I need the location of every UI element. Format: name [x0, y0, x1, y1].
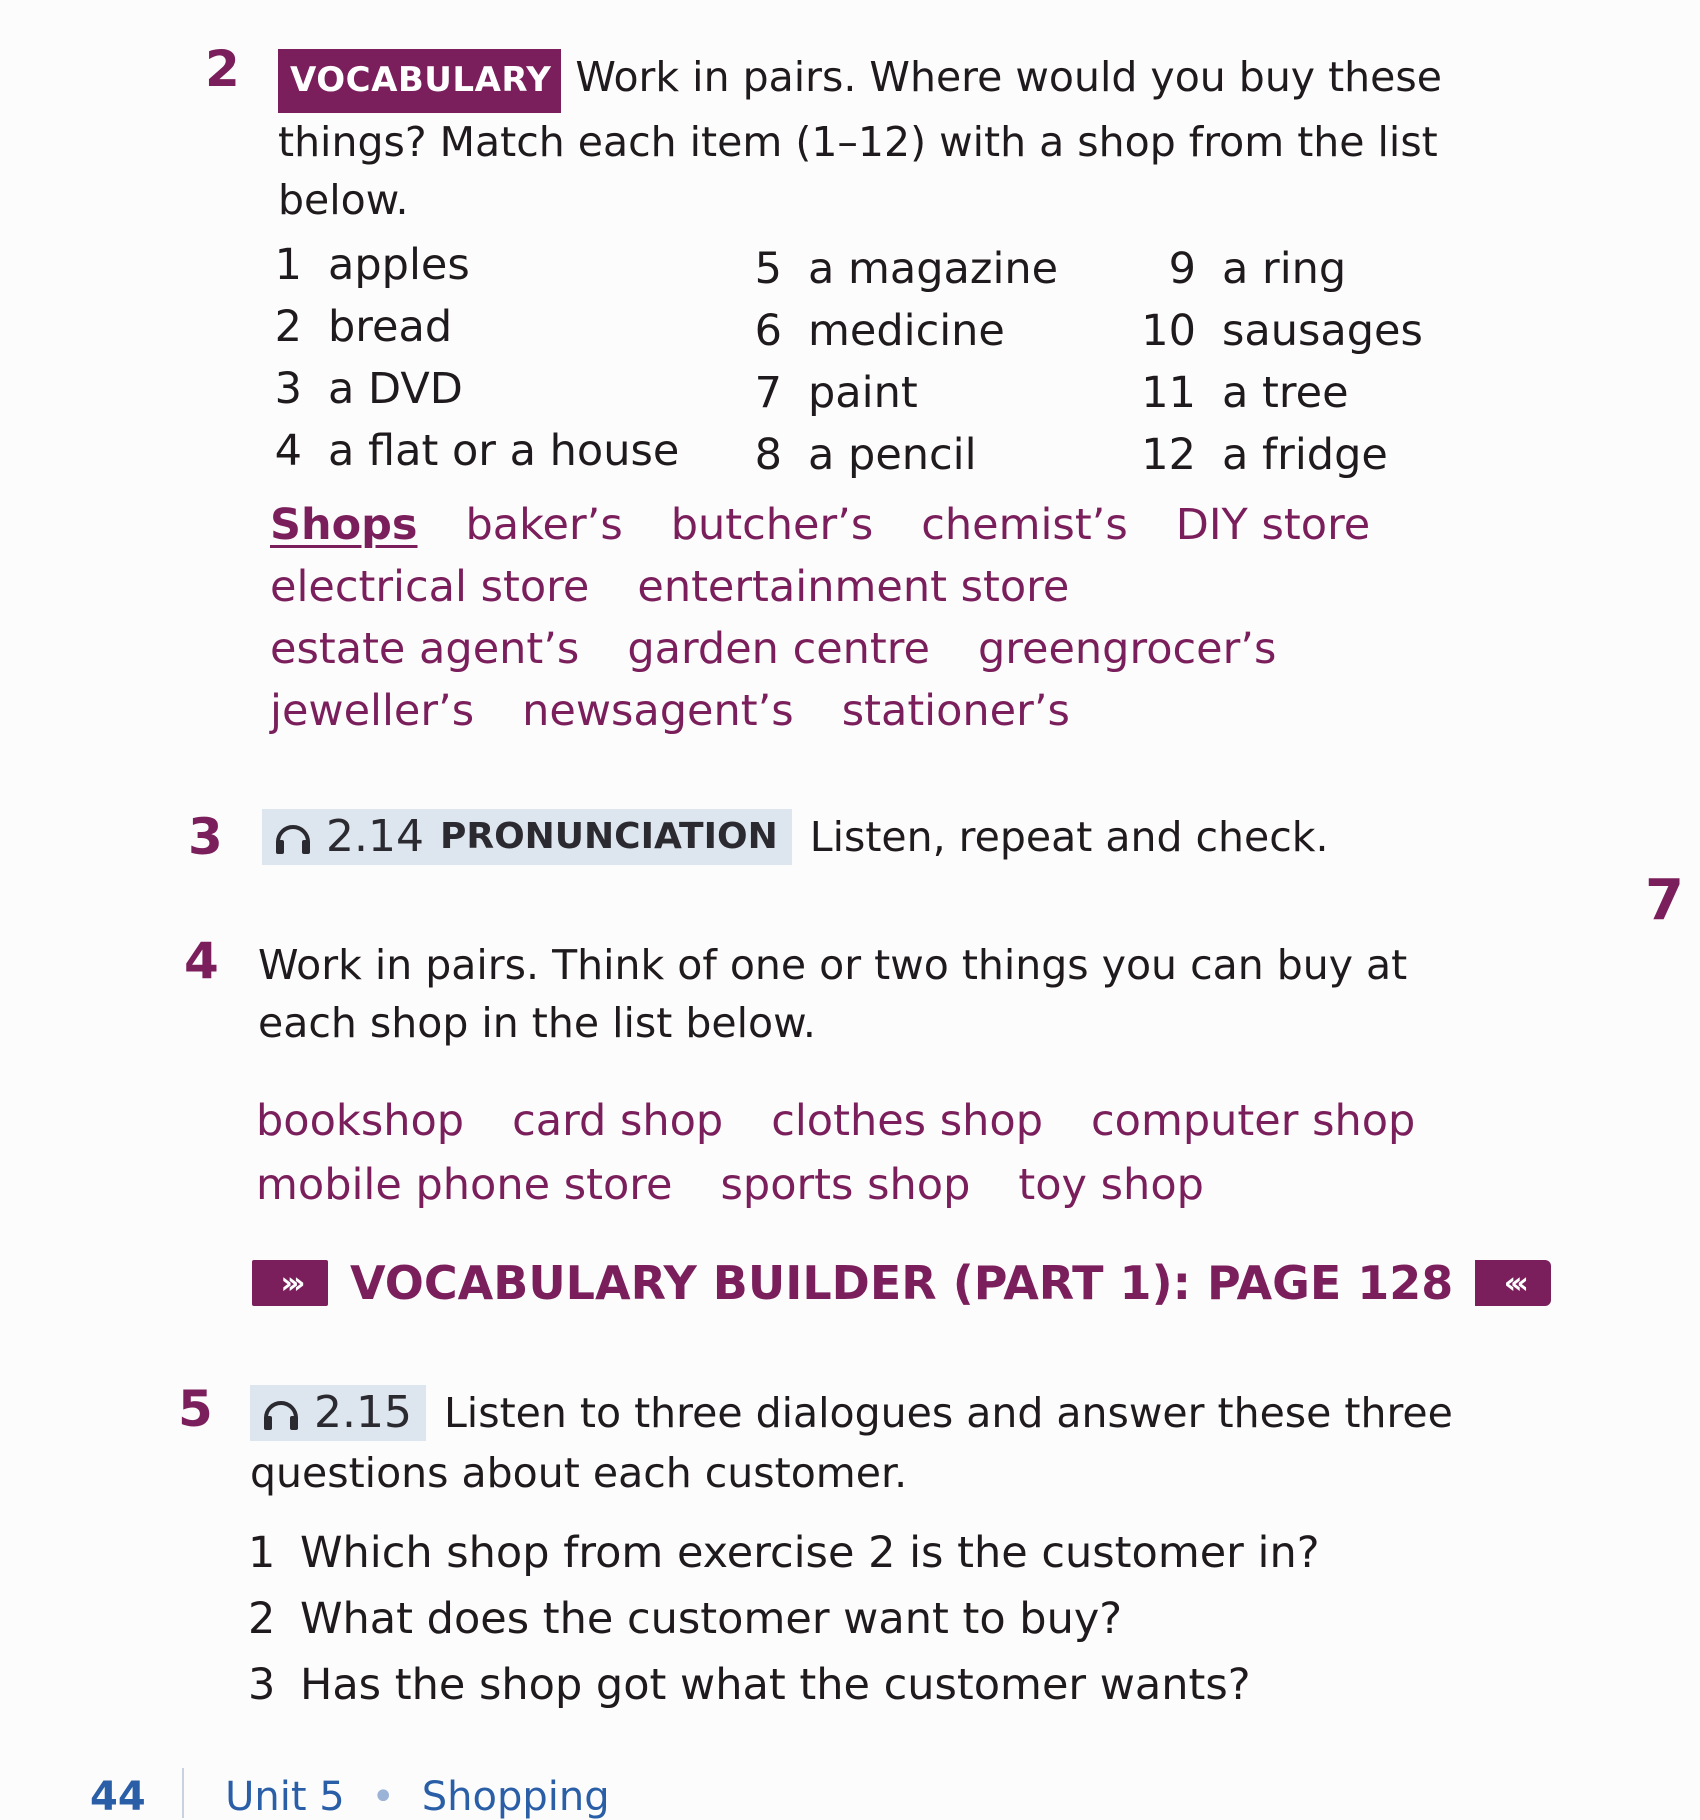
- shop-word: newsagent’s: [522, 686, 794, 736]
- vocabulary-tag: VOCABULARY: [278, 49, 561, 113]
- list-item: 9 a ring: [1168, 244, 1347, 294]
- exercise-2-number: 2: [205, 40, 240, 98]
- shop-word: card shop: [512, 1096, 724, 1146]
- shops-list: [270, 500, 1418, 748]
- shop-word: computer shop: [1091, 1096, 1416, 1146]
- ex4-shops-list: [256, 1096, 1463, 1224]
- footer-separator: •: [371, 1774, 396, 1820]
- audio-track-button[interactable]: 2.14 PRONUNCIATION: [262, 809, 792, 865]
- shop-word: stationer’s: [841, 686, 1070, 736]
- shop-word: chemist’s: [921, 500, 1128, 550]
- shop-word: electrical store: [270, 562, 590, 612]
- arrow-right-icon: ›››: [252, 1260, 328, 1306]
- shop-word: entertainment store: [637, 562, 1070, 612]
- items-column-3: [1140, 244, 1423, 492]
- shop-word: greengrocer’s: [977, 624, 1277, 674]
- list-item: 2 bread: [274, 302, 453, 352]
- page-footer: [90, 1768, 610, 1820]
- exercise-3-number: 3: [188, 808, 223, 866]
- shop-word: mobile phone store: [256, 1160, 673, 1210]
- list-item: 8 a pencil: [754, 430, 977, 480]
- list-item: 5 a magazine: [754, 244, 1059, 294]
- shop-word: DIY store: [1175, 500, 1371, 550]
- shops-heading: Shops: [270, 500, 418, 550]
- shop-word: clothes shop: [771, 1096, 1044, 1146]
- shop-word: sports shop: [720, 1160, 971, 1210]
- audio-track-button[interactable]: 2.15: [250, 1385, 426, 1441]
- list-item: 3 a DVD: [274, 364, 463, 414]
- exercise-4-instruction: Work in pairs. Think of one or two things you can buy at each shop in the list below.: [258, 941, 1408, 1047]
- arrow-left-icon: ‹‹‹: [1475, 1260, 1551, 1306]
- ex5-questions: [248, 1528, 1320, 1726]
- list-item: 3 Has the shop got what the customer wants?: [248, 1660, 1251, 1710]
- exercise-2-instruction: VOCABULARY Work in pairs. Where would you buy these things? Match each item (1–12) with a shop from the list below.: [278, 48, 1538, 229]
- shop-word: toy shop: [1018, 1160, 1204, 1210]
- list-item: 4 a flat or a house: [274, 426, 680, 476]
- side-page-number: 7: [1645, 868, 1684, 933]
- list-item: 6 medicine: [754, 306, 1005, 356]
- shop-word: garden centre: [627, 624, 930, 674]
- list-item: 1 Which shop from exercise 2 is the customer in?: [248, 1528, 1320, 1578]
- list-item: 10 sausages: [1141, 306, 1423, 356]
- exercise-5-instruction: 2.15 Listen to three dialogues and answer these three questions about each customer.: [250, 1387, 1453, 1497]
- exercise-4-number: 4: [184, 932, 219, 990]
- shop-word: butcher’s: [670, 500, 874, 550]
- unit-title: Shopping: [421, 1774, 610, 1820]
- list-item: 7 paint: [754, 368, 918, 418]
- page-number: 44: [90, 1774, 146, 1820]
- shop-word: baker’s: [465, 500, 623, 550]
- list-item: 1 apples: [274, 240, 470, 290]
- exercise-3-instruction: 2.14 PRONUNCIATION Listen, repeat and check.: [262, 808, 1329, 866]
- shop-word: jeweller’s: [270, 686, 475, 736]
- unit-label: Unit 5: [225, 1774, 345, 1820]
- list-item: 2 What does the customer want to buy?: [248, 1594, 1123, 1644]
- items-column-2: [752, 244, 1058, 492]
- shop-word: bookshop: [256, 1096, 465, 1146]
- shop-word: estate agent’s: [270, 624, 580, 674]
- vocabulary-builder-link[interactable]: ››› VOCABULARY BUILDER (PART 1): PAGE 128 ‹‹‹: [252, 1256, 1551, 1310]
- exercise-5-number: 5: [178, 1380, 213, 1438]
- list-item: 11 a tree: [1141, 368, 1349, 418]
- list-item: 12 a fridge: [1141, 430, 1388, 480]
- headphones-icon: [258, 1390, 304, 1436]
- headphones-icon: [270, 814, 316, 860]
- items-column-1: [272, 240, 679, 488]
